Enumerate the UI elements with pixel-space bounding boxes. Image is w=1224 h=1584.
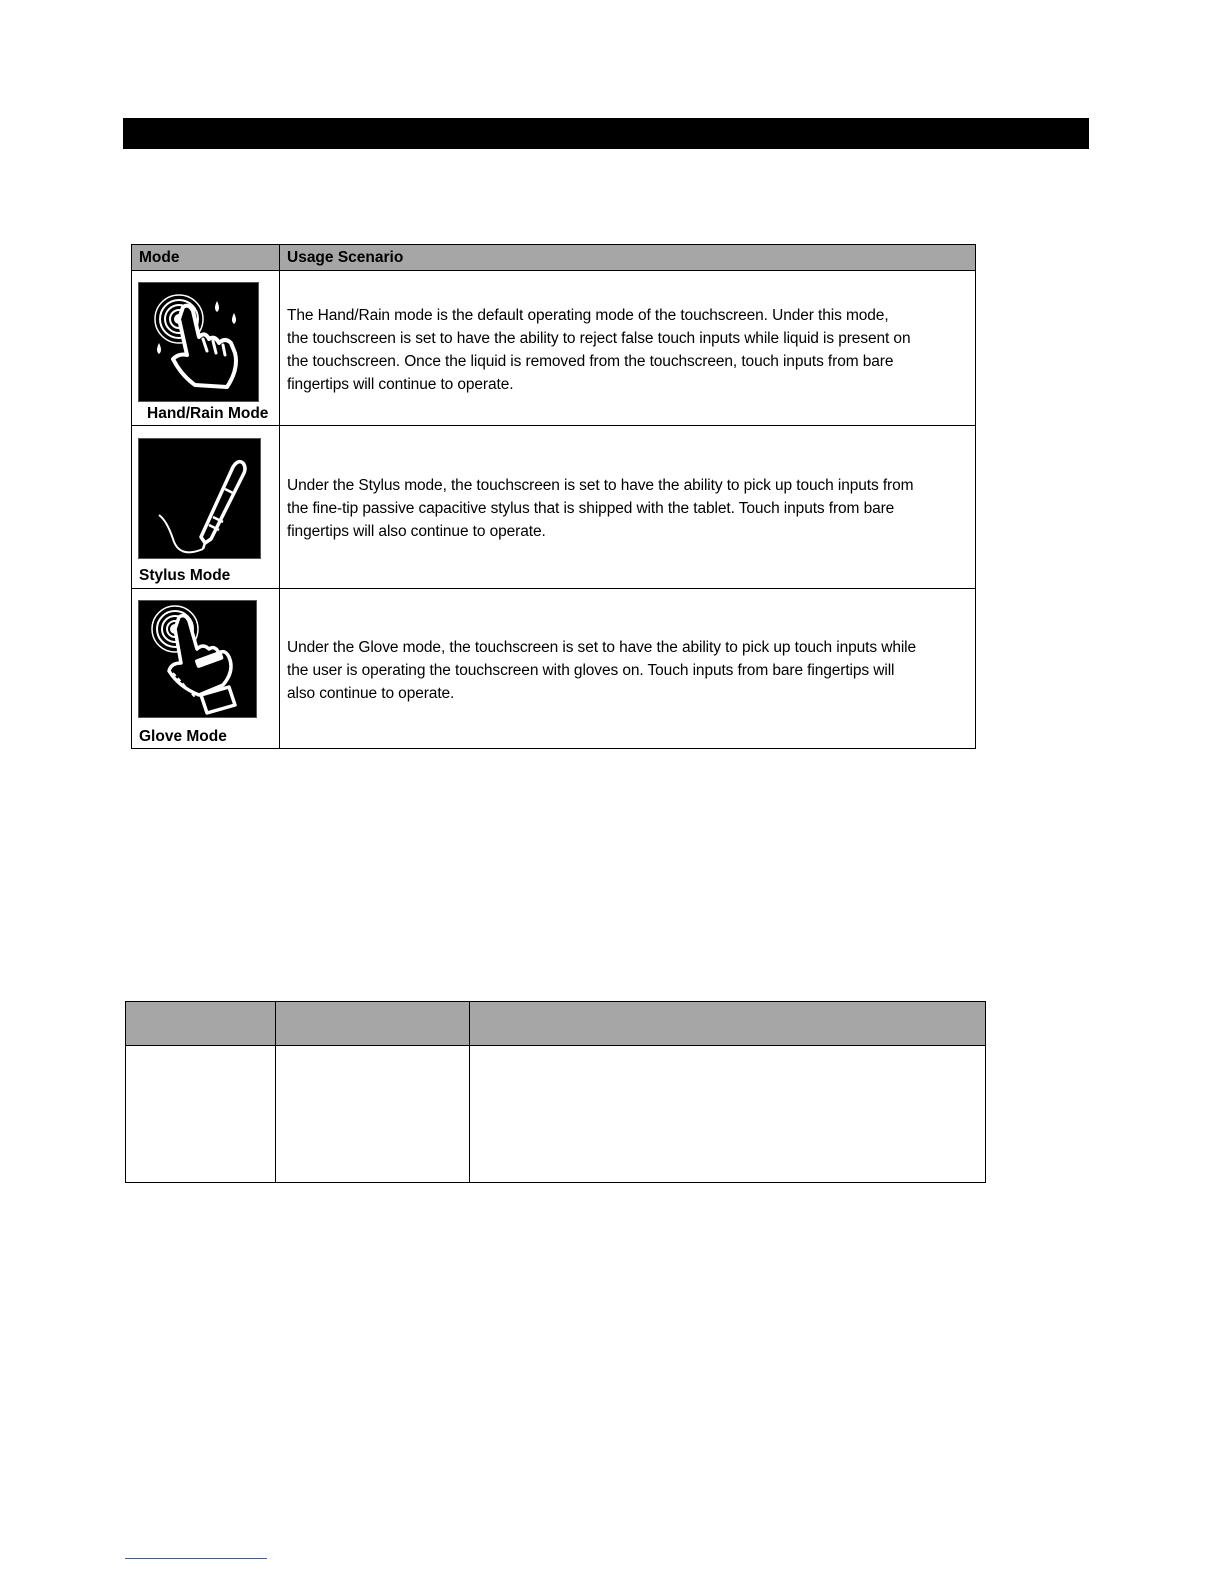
table-header-row — [132, 245, 976, 271]
usage-cell — [280, 271, 976, 426]
glove-icon — [139, 601, 256, 717]
mode-label: Stylus Mode — [139, 567, 231, 584]
table-row — [132, 589, 976, 749]
usage-text: Under the Stylus mode, the touchscreen is set to have the ability to pick up touch inputs from the fine-tip passive capacitive stylus that is shipped with the tablet. Touch inputs from bare fingertips will also continue to operate. — [287, 477, 914, 540]
table-row — [132, 271, 976, 426]
hand-rain-icon — [139, 283, 258, 401]
table-cell — [126, 1046, 276, 1183]
mode-label: Hand/Rain Mode — [147, 405, 269, 422]
footnote-separator — [125, 1558, 267, 1559]
mode-cell-glove — [132, 589, 280, 749]
table-row — [126, 1046, 986, 1183]
table-header-row — [126, 1002, 986, 1046]
usage-column-header: Usage Scenario — [280, 245, 976, 271]
table-cell — [470, 1046, 986, 1183]
mode-column-header: Mode — [132, 245, 280, 271]
table-header-cell — [276, 1002, 470, 1046]
mode-cell-hand-rain — [132, 271, 280, 426]
usage-text: Under the Glove mode, the touchscreen is set to have the ability to pick up touch inputs while the user is operating the touchscreen with gloves on. Touch inputs from bare fingertips will also continue to operate. — [287, 639, 917, 702]
touch-mode-table — [131, 244, 976, 749]
usage-cell — [280, 589, 976, 749]
table-header-cell — [126, 1002, 276, 1046]
mode-label: Glove Mode — [139, 728, 227, 745]
stylus-icon — [139, 439, 260, 558]
blank-spec-table — [125, 1001, 986, 1183]
table-row — [132, 426, 976, 589]
usage-text: The Hand/Rain mode is the default operating mode of the touchscreen. Under this mode, the touchscreen is set to have the ability to reject false touch inputs while liquid is present on the touchscreen. Once the liquid is removed from the touchscreen, touch inputs from bare fingertips will continue to operate. — [287, 307, 911, 393]
table-cell — [276, 1046, 470, 1183]
section-title-bar — [123, 118, 1089, 149]
usage-cell — [280, 426, 976, 589]
mode-cell-stylus — [132, 426, 280, 589]
table-header-cell — [470, 1002, 986, 1046]
